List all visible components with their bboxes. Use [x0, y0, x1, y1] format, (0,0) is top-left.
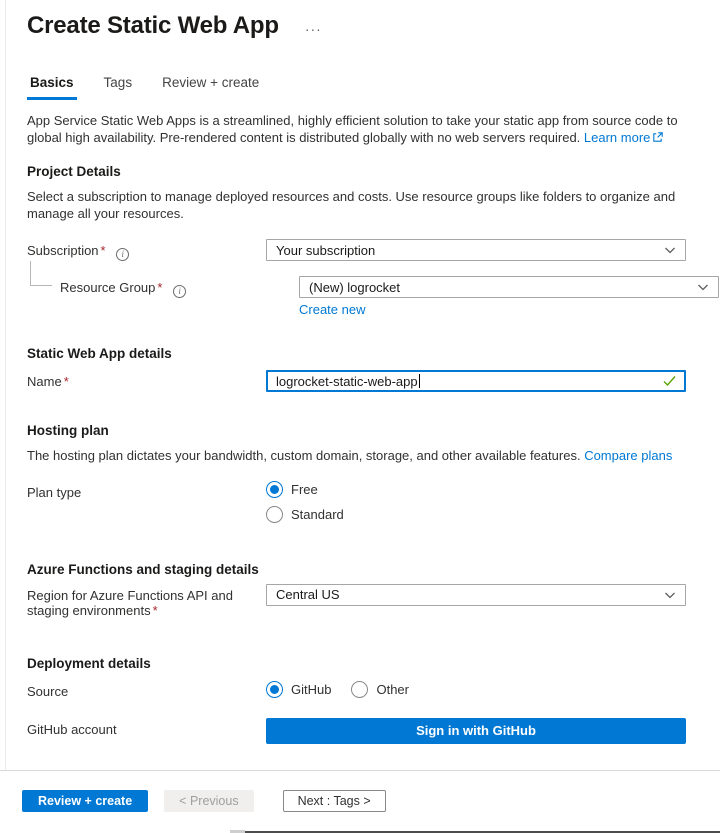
- review-create-button[interactable]: Review + create: [22, 790, 148, 812]
- previous-button[interactable]: < Previous: [164, 790, 253, 812]
- tab-basics[interactable]: Basics: [27, 75, 77, 100]
- wizard-footer: [22, 790, 386, 812]
- resource-group-connector-line: [30, 261, 52, 286]
- plan-type-radio-group: [266, 481, 686, 523]
- learn-more-link[interactable]: Learn more: [584, 130, 664, 145]
- name-input[interactable]: [266, 370, 686, 392]
- name-row: [0, 370, 720, 392]
- region-value: Central US: [276, 587, 340, 602]
- resource-group-label: Resource Group * i: [60, 276, 299, 298]
- region-label: Region for Azure Functions API and staging environments *: [27, 587, 233, 618]
- chevron-down-icon: [663, 243, 677, 257]
- required-asterisk: *: [100, 243, 106, 258]
- source-github-option[interactable]: GitHub: [266, 681, 331, 698]
- name-value: logrocket-static-web-app: [276, 373, 418, 389]
- static-web-app-details-heading: Static Web App details: [27, 346, 172, 361]
- subscription-row: [0, 239, 720, 261]
- radio-selected-icon: [266, 681, 283, 698]
- resource-group-dropdown[interactable]: [299, 276, 719, 298]
- radio-unselected-icon: [266, 506, 283, 523]
- tab-review-create[interactable]: Review + create: [162, 75, 260, 90]
- next-tags-button[interactable]: Next : Tags >: [283, 790, 386, 812]
- resource-group-value: (New) logrocket: [309, 279, 401, 295]
- chevron-down-icon: [696, 280, 710, 294]
- source-row: [0, 680, 720, 699]
- plan-type-row: [0, 481, 720, 523]
- tab-tags[interactable]: Tags: [103, 75, 133, 90]
- required-asterisk: *: [157, 280, 163, 295]
- radio-unselected-icon: [351, 681, 368, 698]
- compare-plans-link[interactable]: Compare plans: [584, 448, 673, 463]
- required-asterisk: *: [63, 374, 69, 389]
- valid-checkmark-icon: [663, 375, 676, 387]
- source-label: Source: [27, 683, 69, 699]
- intro-description: App Service Static Web Apps is a streamlined, highly efficient solution to take your static app from source code to global high availability. Pre-rendered content is distributed globally with no web servers required.: [27, 113, 678, 145]
- project-details-form: [0, 239, 720, 317]
- radio-selected-icon: [266, 481, 283, 498]
- hosting-plan-description: The hosting plan dictates your bandwidth, custom domain, storage, and other available features. Compare plans: [27, 448, 673, 463]
- page-header: [0, 0, 720, 40]
- region-dropdown[interactable]: [266, 584, 686, 606]
- sign-in-with-github-button[interactable]: Sign in with GitHub: [266, 718, 686, 744]
- project-details-description: Select a subscription to manage deployed resources and costs. Use resource groups like folders to organize and manage all your resources.: [27, 189, 676, 221]
- page-title: Create Static Web App: [27, 12, 279, 39]
- intro-text: [27, 113, 690, 146]
- footer-divider: [0, 770, 720, 771]
- chevron-down-icon: [663, 588, 677, 602]
- subscription-value: Your subscription: [276, 242, 376, 258]
- required-asterisk: *: [152, 602, 158, 618]
- github-account-row: [0, 718, 720, 744]
- external-link-icon: [652, 131, 664, 143]
- plan-type-label: Plan type: [27, 484, 82, 500]
- info-icon[interactable]: i: [116, 248, 129, 261]
- wizard-tabs: [0, 75, 720, 100]
- github-account-label: GitHub account: [27, 721, 117, 737]
- deployment-details-heading: Deployment details: [27, 655, 151, 671]
- more-options-icon[interactable]: ···: [304, 21, 322, 37]
- create-new-link[interactable]: Create new: [299, 302, 366, 317]
- panel-left-edge: [5, 0, 6, 770]
- project-details-heading: Project Details: [27, 164, 121, 179]
- text-cursor: [419, 374, 420, 388]
- hosting-plan-heading: Hosting plan: [27, 423, 109, 438]
- subscription-dropdown[interactable]: [266, 239, 686, 261]
- subscription-label: Subscription * i: [27, 239, 266, 261]
- region-row: [0, 584, 720, 618]
- name-label: Name *: [27, 374, 69, 389]
- plan-standard-option[interactable]: Standard: [266, 506, 686, 523]
- functions-staging-heading: Azure Functions and staging details: [27, 561, 259, 577]
- info-icon[interactable]: i: [173, 285, 186, 298]
- source-radio-group: [266, 680, 686, 698]
- source-other-option[interactable]: Other: [351, 681, 409, 698]
- resource-group-row: [0, 276, 720, 317]
- plan-free-option[interactable]: Free: [266, 481, 686, 498]
